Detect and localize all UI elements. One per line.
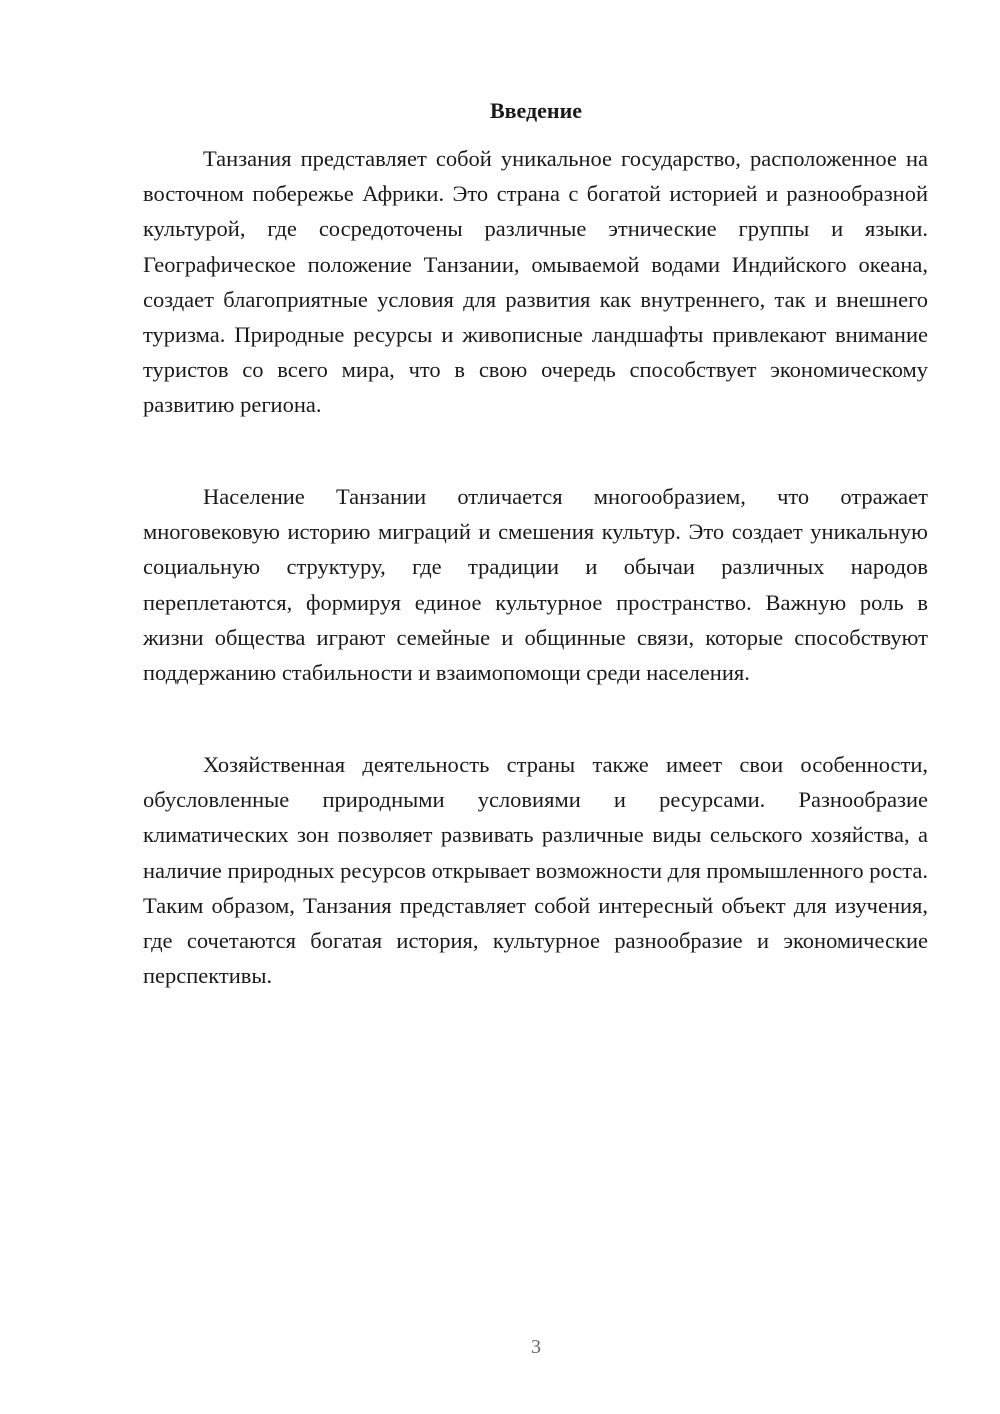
paragraph-population: Население Танзании отличается многообразием, что отражает многовековую историю миграций и смешения культур. Это создает уникальную социальную структуру, где традиции и обычаи различных народов переплетаются, формируя единое культурное пространство. Важную роль в жизни общества играют семейные и общинные связи, которые способствуют поддержанию стабильности и взаимопомощи среди населения. <box>143 484 928 686</box>
paragraph-economy: Хозяйственная деятельность страны также имеет свои особенности, обусловленные природными условиями и ресурсами. Разнообразие климатических зон позволяет развивать различные виды сельского хозяйства, а наличие природных ресурсов открывает возможности для промышленного роста. Таким образом, Танзания представляет собой интересный объект для изучения, где сочетаются богатая история, культурное разнообразие и экономические перспективы. <box>143 752 928 989</box>
page-number: 3 <box>531 1336 541 1358</box>
paragraph-intro: Танзания представляет собой уникальное государство, расположенное на восточном побережье Африки. Это страна с богатой историей и разнообразной культурой, где сосредоточены различные этнические группы и языки. Географическое положение Танзании, омываемой водами Индийского океана, создает благоприятные условия для развития как внутреннего, так и внешнего туризма. Природные ресурсы и живописные ландшафты привлекают внимание туристов со всего мира, что в свою очередь способствует экономическому развитию региона. <box>143 146 928 418</box>
section-heading: Введение <box>489 98 583 123</box>
